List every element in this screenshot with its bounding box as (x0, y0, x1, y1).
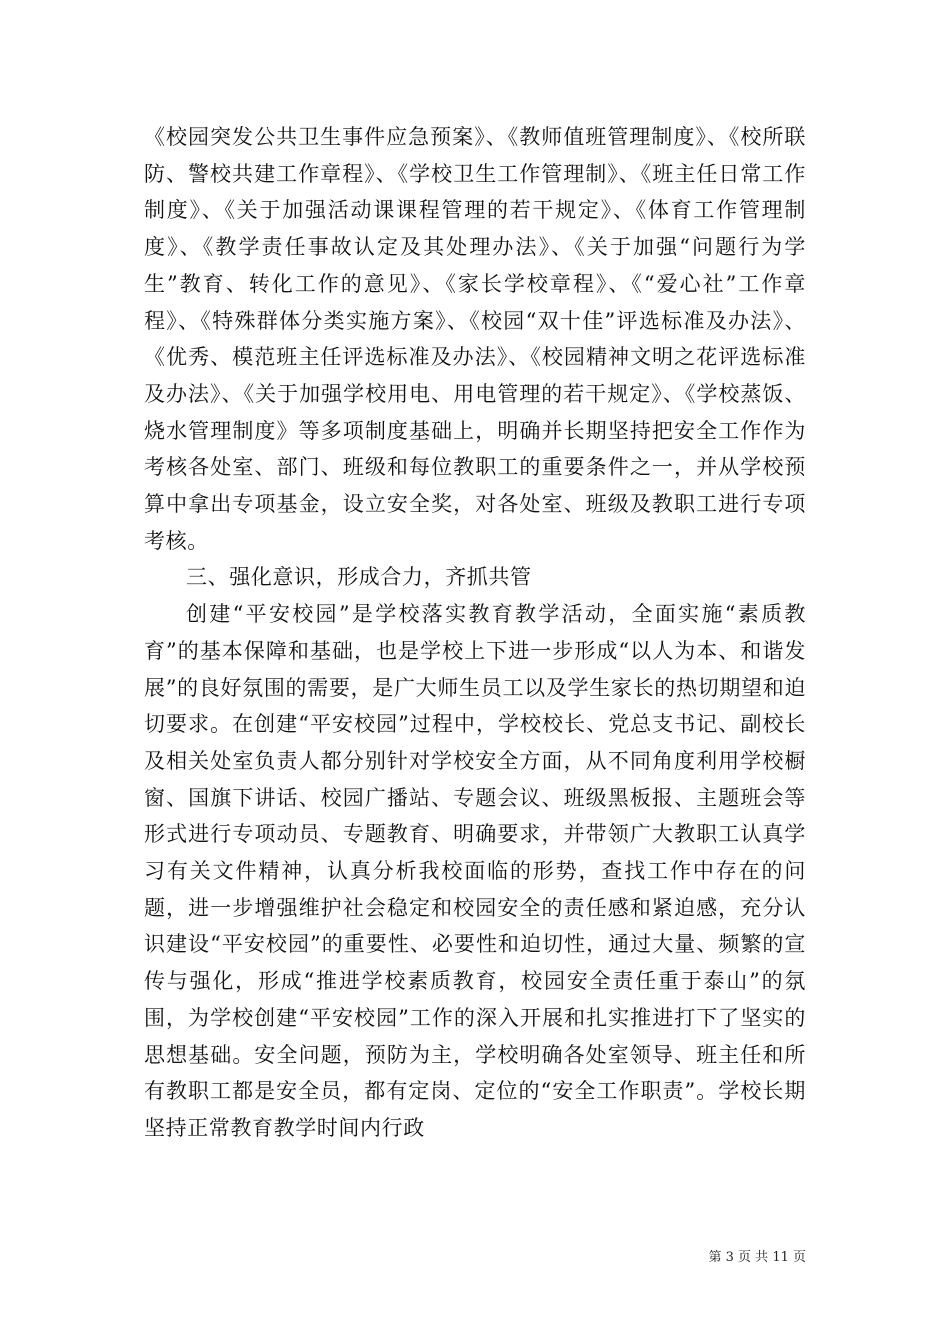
page-number-footer: 第 3 页 共 11 页 (708, 1250, 806, 1265)
paragraph-section-body: 创建“平安校园”是学校落实教育教学活动，全面实施“素质教育”的基本保障和基础，也是学校上下进一步形成“以人为本、和谐发展”的良好氛围的需要，是广大师生员工以及学生家长的热切期望和迫切要求。在创建“平安校园”过程中，学校校长、党总支书记、副校长及相关处室负责人都分别针对学校安全方面，从不同角度利用学校橱窗、国旗下讲话、校园广播站、专题会议、班级黑板报、主题班会等形式进行专项动员、专题教育、明确要求，并带领广大教职工认真学习有关文件精神，认真分析我校面临的形势，查找工作中存在的问题，进一步增强维护社会稳定和校园安全的责任感和紧迫感，充分认识建设“平安校园”的重要性、必要性和迫切性，通过大量、频繁的宣传与强化，形成“推进学校素质教育，校园安全责任重于泰山”的氛围，为学校创建“平安校园”工作的深入开展和扎实推进打下了坚实的思想基础。安全问题，预防为主，学校明确各处室领导、班主任和所有教职工都是安全员，都有定岗、定位的“安全工作职责”。学校长期坚持正常教育教学时间内行政 (144, 602, 806, 1140)
section-heading: 三、强化意识，形成合力，齐抓共管 (186, 565, 532, 590)
paragraph-regulations-list: 《校园突发公共卫生事件应急预案》、《教师值班管理制度》、《校所联防、警校共建工作章程》、《学校卫生工作管理制》、《班主任日常工作制度》、《关于加强活动课课程管理的若干规定》、《体育工作管理制度》、《教学责任事故认定及其处理办法》、《关于加强“问题行为学生”教育、转化工作的意见》、《家长学校章程》、《“爱心社”工作章程》、《特殊群体分类实施方案》、《校园“双十佳”评选标准及办法》、《优秀、模范班主任评选标准及办法》、《校园精神文明之花评选标准及办法》、《关于加强学校用电、用电管理的若干规定》、《学校蒸饭、烧水管理制度》等多项制度基础上，明确并长期坚持把安全工作作为考核各处室、部门、班级和每位教职工的重要条件之一，并从学校预算中拿出专项基金，设立安全奖，对各处室、班级及教职工进行专项考核。 (144, 125, 806, 553)
body-text (144, 119, 806, 1147)
